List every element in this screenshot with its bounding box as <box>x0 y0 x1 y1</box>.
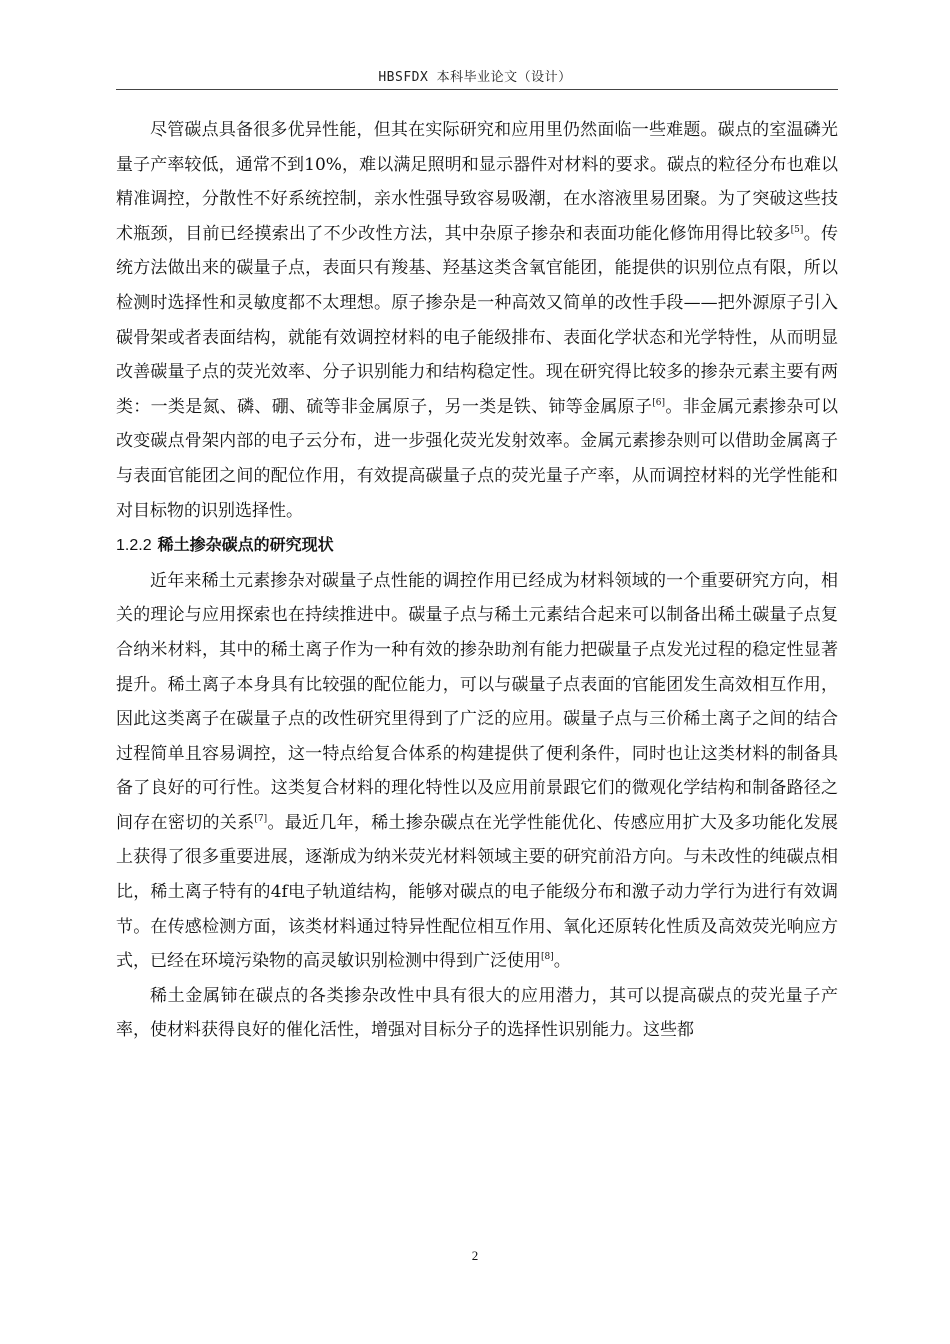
page-number: 2 <box>471 1248 479 1263</box>
paragraph-text: 。 <box>553 951 571 972</box>
citation-ref: [5] <box>790 224 804 235</box>
paragraph-text: 稀土金属铈在碳点的各类掺杂改性中具有很大的应用潜力，其可以提高碳点的荧光量子产率，使材料获得良好的催化活性，增强对目标分子的选择性识别能力。这些都 <box>116 985 838 1041</box>
section-number: 1.2.2 <box>116 537 152 555</box>
header-divider <box>116 89 838 90</box>
citation-ref: [6] <box>652 397 666 408</box>
paragraph-rare-earth-doping <box>116 564 838 979</box>
paragraph-text: 近年来稀土元素掺杂对碳量子点性能的调控作用已经成为材料领域的一个重要研究方向，相关的理论与应用探索也在持续推进中。碳量子点与稀土元素结合起来可以制备出稀土碳量子点复合纳米材料，其中的稀土离子作为一种有效的掺杂助剂有能力把碳量子点发光过程的稳定性显著提升。稀土离子本身具有比较强的配位能力，可以与碳量子点表面的官能团发生高效相互作用，因此这类离子在碳量子点的改性研究里得到了广泛的应用。碳量子点与三价稀土离子之间的结合过程简单且容易调控，这一特点给复合体系的构建提供了便利条件，同时也让这类材料的制备具备了良好的可行性。这类复合材料的理化特性以及应用前景跟它们的微观化学结构和制备路径之间存在密切的关系 <box>116 570 838 833</box>
paragraph-text: 。非金属元素掺杂可以改变碳点骨架内部的电子云分布，进一步强化荧光发射效率。金属元素掺杂则可以借助金属离子与表面官能团之间的配位作用，有效提高碳量子点的荧光量子产率，从而调控材料的光学性能和对目标物的识别选择性。 <box>116 396 839 521</box>
section-heading <box>116 528 838 564</box>
citation-ref: [7] <box>254 813 268 824</box>
page-body <box>116 113 838 1048</box>
page-header: HBSFDX 本科毕业论文（设计） <box>378 70 572 85</box>
section-title: 稀土掺杂碳点的研究现状 <box>157 535 334 555</box>
paragraph-text: 尽管碳点具备很多优异性能，但其在实际研究和应用里仍然面临一些难题。碳点的室温磷光量子产率较低，通常不到10%，难以满足照明和显示器件对材料的要求。碳点的粒径分布也难以精准调控，分散性不好系统控制，亲水性强导致容易吸潮，在水溶液里易团聚。为了突破这些技术瓶颈，目前已经摸索出了不少改性方法，其中杂原子掺杂和表面功能化修饰用得比较多 <box>116 120 838 244</box>
paragraph-cerium-doping <box>116 979 838 1048</box>
citation-ref: [8] <box>541 952 554 963</box>
paragraph-text: 。传统方法做出来的碳量子点，表面只有羧基、羟基这类含氧官能团，能提供的识别位点有限，所以检测时选择性和灵敏度都不太理想。原子掺杂是一种高效又简单的改性手段——把外源原子引入碳骨架或者表面结构，就能有效调控材料的电子能级排布、表面化学状态和光学特性，从而明显改善碳量子点的荧光效率、分子识别能力和结构稳定性。现在研究得比较多的掺杂元素主要有两类：一类是氮、磷、硼、硫等非金属原子，另一类是铁、铈等金属原子 <box>116 223 839 417</box>
paragraph-text: 。最近几年，稀土掺杂碳点在光学性能优化、传感应用扩大及多功能化发展上获得了很多重要进展，逐渐成为纳米荧光材料领域主要的研究前沿方向。与未改性的纯碳点相比，稀土离子特有的4f电子轨道结构，能够对碳点的电子能级分布和激子动力学行为进行有效调节。在传感检测方面，该类材料通过特异性配位相互作用、氧化还原转化性质及高效荧光响应方式，已经在环境污染物的高灵敏识别检测中得到广泛使用 <box>116 812 838 972</box>
paragraph-carbon-dot-challenges <box>116 113 838 528</box>
